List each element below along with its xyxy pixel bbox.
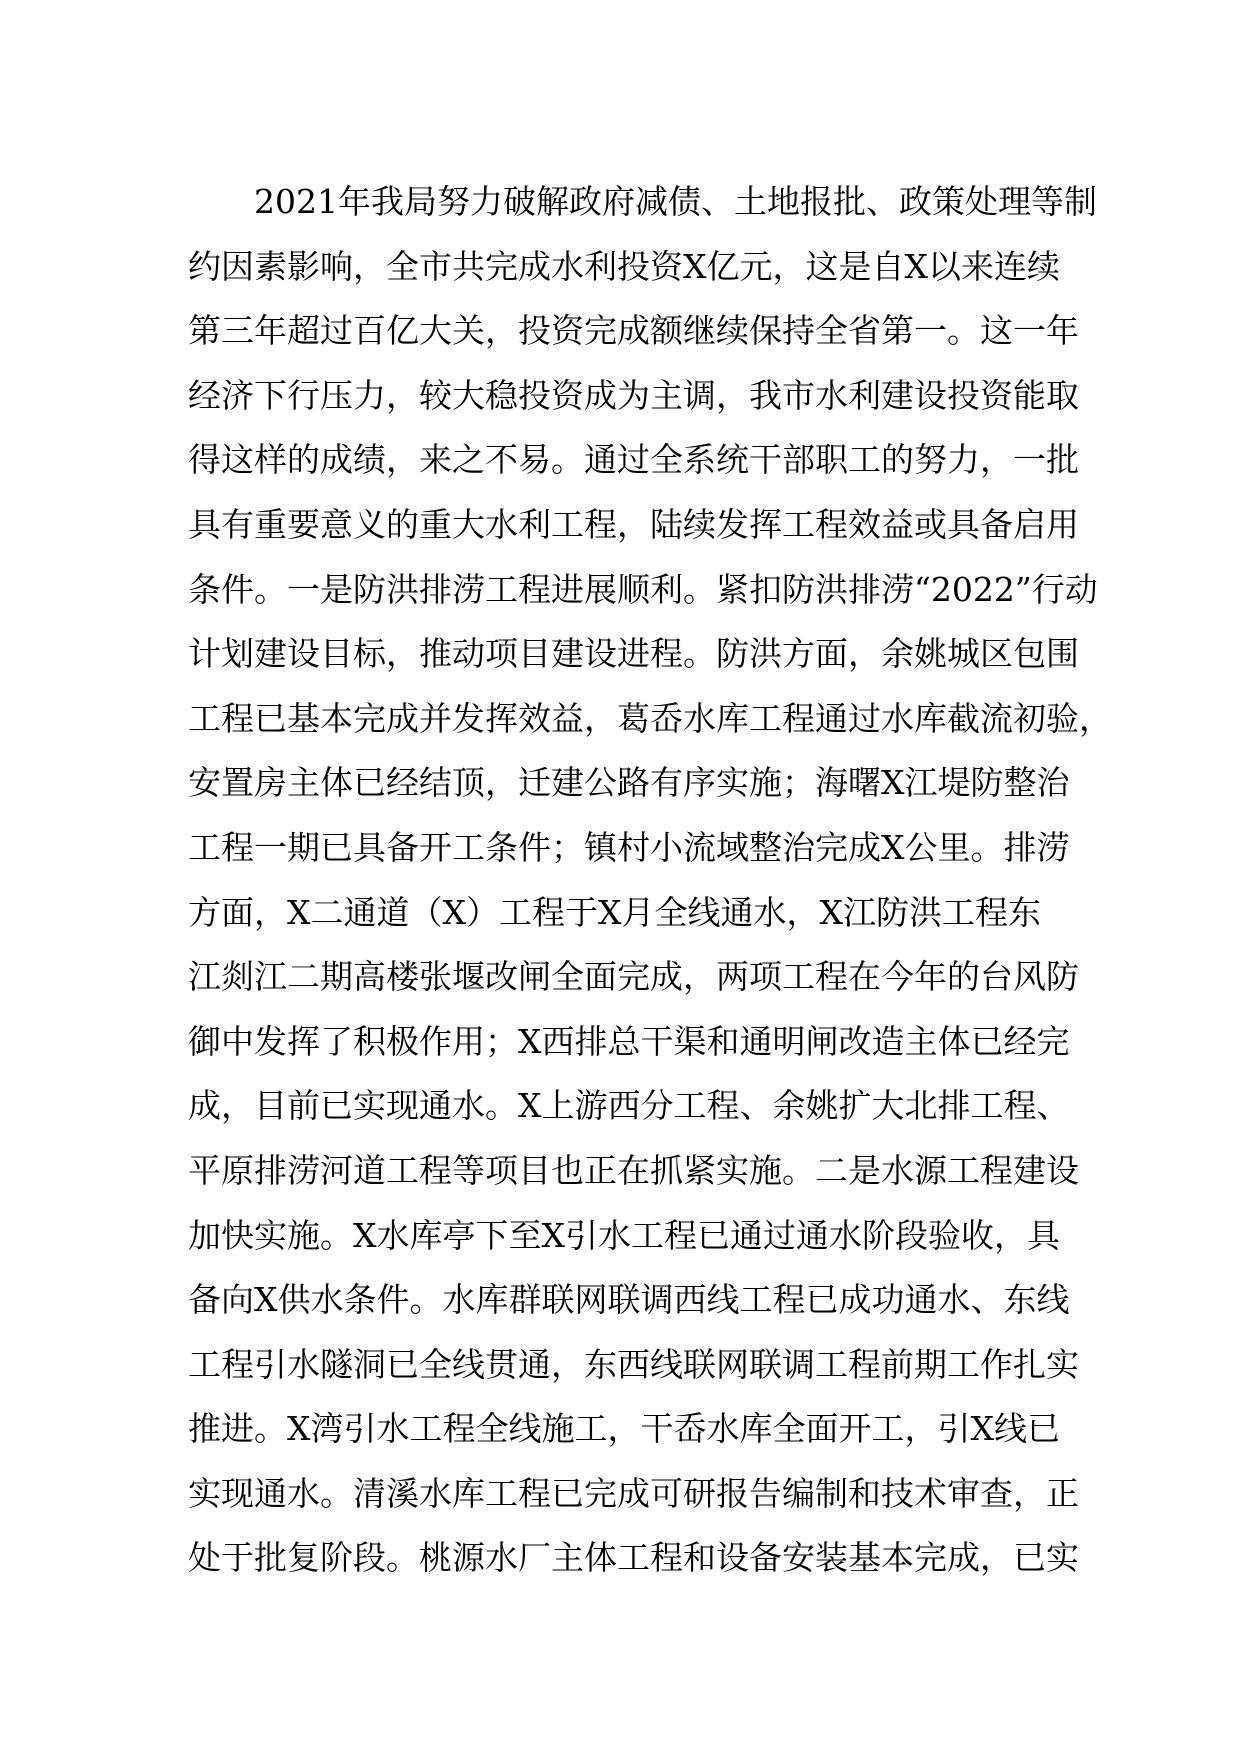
paragraph-line: 推进。X湾引水工程全线施工，干岙水库全面开工，引X线已 xyxy=(188,1409,1060,1449)
body-paragraph xyxy=(188,170,1112,1591)
paragraph-line: 工程已基本完成并发挥效益，葛岙水库工程通过水库截流初验， xyxy=(188,698,1112,738)
paragraph-line: 计划建设目标，推动项目建设进程。防洪方面，余姚城区包围 xyxy=(188,634,1079,674)
paragraph-line: 经济下行压力，较大稳投资成为主调，我市水利建设投资能取 xyxy=(188,375,1079,415)
paragraph-line: 江剡江二期高楼张堰改闸全面完成，两项工程在今年的台风防 xyxy=(188,957,1079,997)
paragraph-line: 实现通水。清溪水库工程已完成可研报告编制和技术审查，正 xyxy=(188,1473,1079,1513)
paragraph-line: 具有重要意义的重大水利工程，陆续发挥工程效益或具备启用 xyxy=(188,504,1079,544)
paragraph-line: 约因素影响，全市共完成水利投资X亿元，这是自X以来连续 xyxy=(188,246,1060,286)
paragraph-line: 条件。一是防洪排涝工程进展顺利。紧扣防洪排涝“2022”行动 xyxy=(188,569,1098,609)
paragraph-line: 备向X供水条件。水库群联网联调西线工程已成功通水、东线 xyxy=(188,1280,1070,1320)
paragraph-line: 方面，X二通道（X）工程于X月全线通水，X江防洪工程东 xyxy=(188,892,1041,932)
paragraph-line: 工程引水隧洞已全线贯通，东西线联网联调工程前期工作扎实 xyxy=(188,1344,1079,1384)
paragraph-line: 得这样的成绩，来之不易。通过全系统干部职工的努力，一批 xyxy=(188,440,1079,480)
paragraph-line: 第三年超过百亿大关，投资完成额继续保持全省第一。这一年 xyxy=(188,311,1079,351)
paragraph-line: 成，目前已实现通水。X上游西分工程、余姚扩大北排工程、 xyxy=(188,1086,1070,1126)
paragraph-line: 平原排涝河道工程等项目也正在抓紧实施。二是水源工程建设 xyxy=(188,1150,1079,1190)
paragraph-line: 安置房主体已经结顶，迁建公路有序实施；海曙X江堤防整治 xyxy=(188,763,1070,803)
paragraph-line: 加快实施。X水库亭下至X引水工程已通过通水阶段验收，具 xyxy=(188,1215,1060,1255)
paragraph-line: 2021年我局努力破解政府减债、土地报批、政策处理等制 xyxy=(254,182,1097,221)
paragraph-line: 工程一期已具备开工条件；镇村小流域整治完成X公里。排涝 xyxy=(188,827,1070,867)
paragraph-line: 御中发挥了积极作用；X西排总干渠和通明闸改造主体已经完 xyxy=(188,1021,1070,1061)
paragraph-line: 处于批复阶段。桃源水厂主体工程和设备安装基本完成，已实 xyxy=(188,1538,1079,1578)
